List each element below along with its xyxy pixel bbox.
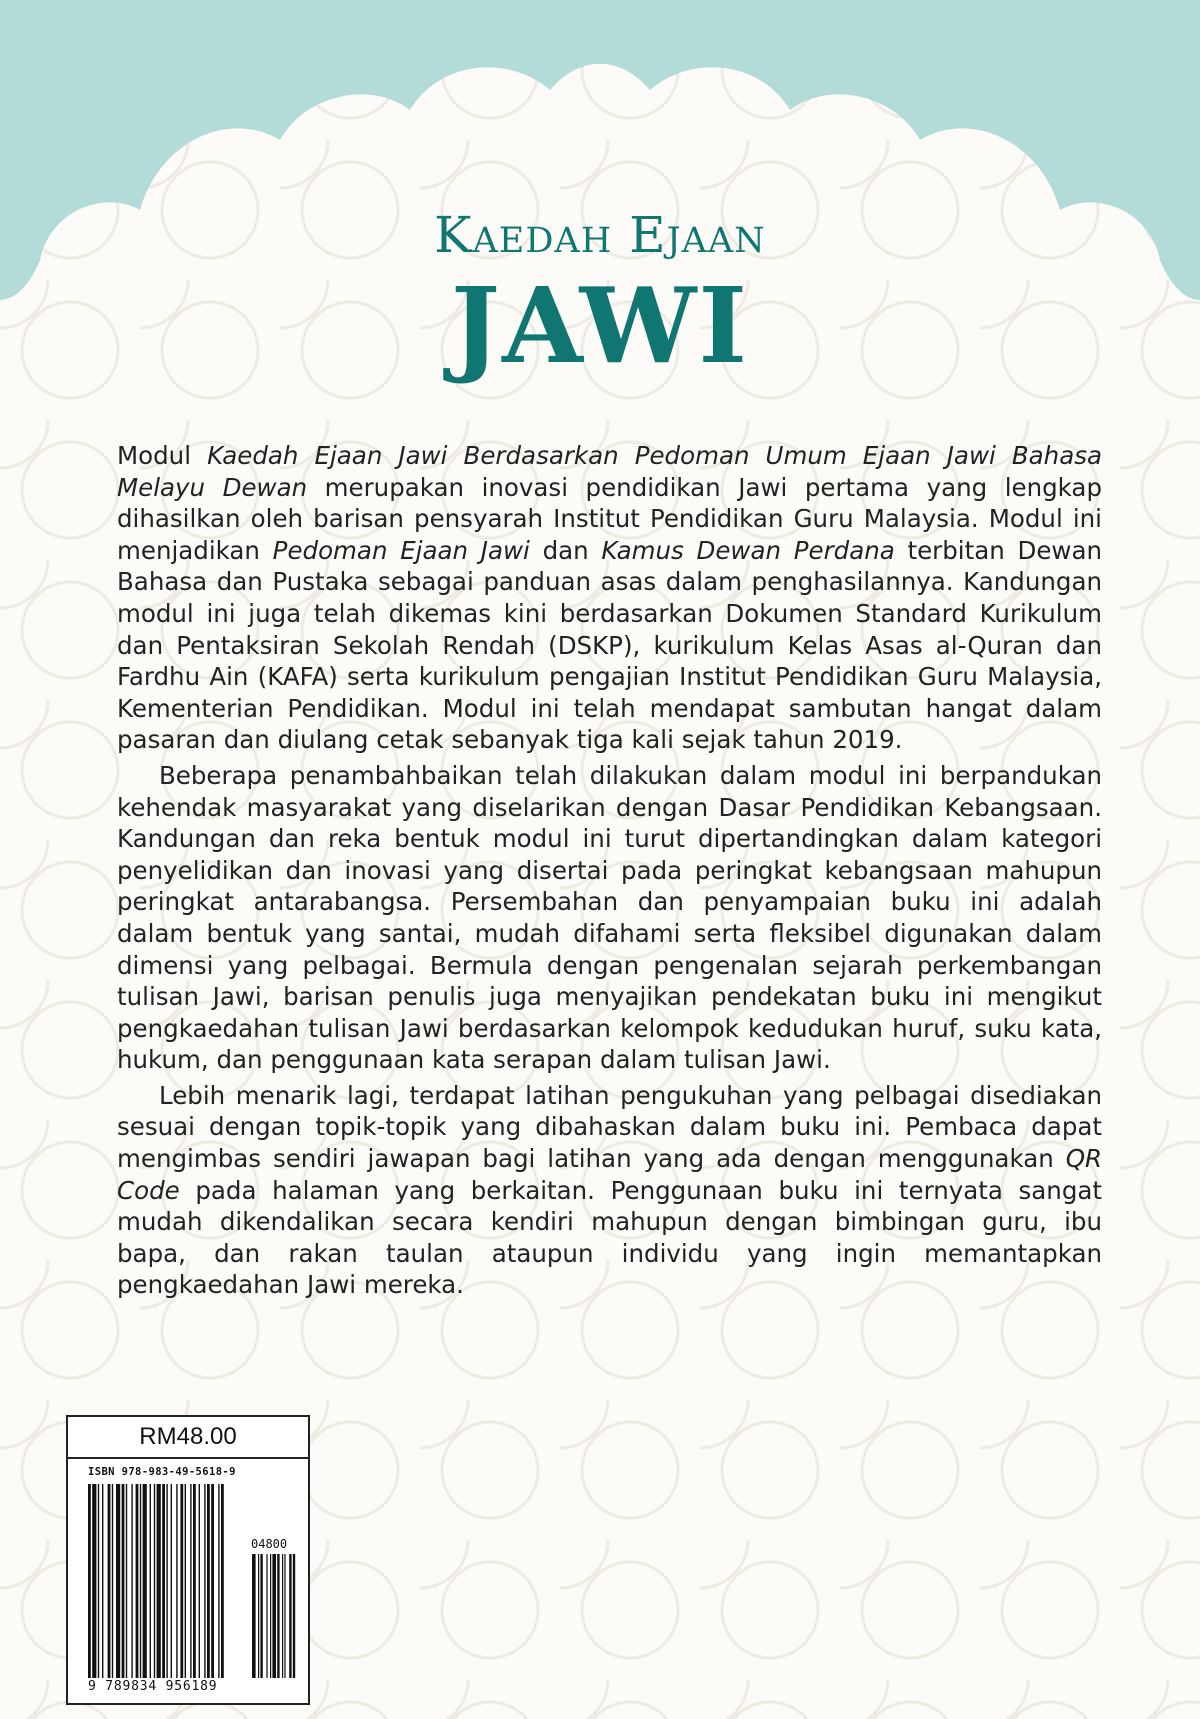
barcode-bar [176,1484,177,1678]
barcode-bar [180,1484,183,1678]
barcode-bar [218,1484,219,1678]
price-barcode-box [66,1415,310,1705]
barcode [88,1484,298,1678]
barcode-addon-bar [282,1554,283,1678]
barcode-bar [136,1484,139,1678]
ean-digits: 9 789834 956189 [88,1679,218,1694]
barcode-bar [112,1484,113,1678]
barcode-bar [185,1484,186,1678]
barcode-bar [108,1484,111,1678]
barcode-bar [126,1484,127,1678]
barcode-bar [190,1484,191,1678]
barcode-bar [140,1484,141,1678]
barcode-bar [131,1484,132,1678]
title-line-1: Kaedah Ejaan [434,206,766,264]
barcode-bar [150,1484,151,1678]
barcode-bar [166,1484,167,1678]
barcode-bar [88,1484,91,1678]
synopsis-paragraph-2: Beberapa penambahbaikan telah dilakukan dalam modul ini berpandukan kehendak masyarakat yang diselarikan dengan Dasar Pendidikan Kebangsaan. Kandungan dan reka bentuk modul ini turut dipertandingkan dalam kategori penyelidikan dan inovasi yang disertai pada peringkat kebangsaan mahupun peringkat antarabangsa. Persembahan dan penyampaian buku ini adalah dalam bentuk yang santai, mudah difahami serta fleksibel digunakan dalam dimensi yang pelbagai. Bermula dengan pengenalan sejarah perkembangan tulisan Jawi, barisan penulis juga menyajikan pendekatan buku ini mengikut pengkaedahan tulisan Jawi berdasarkan kelompok kedudukan huruf, suku kata, hukum, dan penggunaan kata serapan dalam tulisan Jawi. [117,760,1102,1075]
synopsis [117,440,1102,1301]
barcode-bar [157,1484,161,1678]
barcode-bar [207,1484,210,1678]
barcode-bar [193,1484,196,1678]
barcode-addon-digits: 04800 [251,1537,288,1551]
barcode-addon-bar [270,1554,271,1678]
barcode-bar [199,1484,200,1678]
barcode-bar [162,1484,165,1678]
barcode-bar [102,1484,103,1678]
barcode-bar [92,1484,96,1678]
barcode-bar [211,1484,214,1678]
barcode-addon-bar [258,1554,259,1678]
synopsis-paragraph-1: Modul Kaedah Ejaan Jawi Berdasarkan Pedoman Umum Ejaan Jawi Bahasa Melayu Dewan merupakan inovasi pendidikan Jawi pertama yang lengkap dihasilkan oleh barisan pensyarah Institut Pendidikan Guru Malaysia. Modul ini menjadikan Pedoman Ejaan Jawi dan Kamus Dewan Perdana terbitan Dewan Bahasa dan Pustaka sebagai panduan asas dalam penghasilannya. Kandungan modul ini juga telah dikemas kini berdasarkan Dokumen Standard Kurikulum dan Pentaksiran Sekolah Rendah (DSKP), kurikulum Kelas Asas al-Quran dan Fardhu Ain (KAFA) serta kurikulum pengajian Institut Pendidikan Guru Malaysia, Kementerian Pendidikan. Modul ini telah mendapat sambutan hangat dalam pasaran dan diulang cetak sebanyak tiga kali sejak tahun 2019. [117,441,1102,755]
isbn-label: ISBN 978-983-49-5618-9 [88,1466,236,1478]
book-title [0,205,1200,387]
barcode-addon-bar [252,1554,256,1678]
barcode-addon-bar [272,1554,276,1678]
title-line-2: JAWI [450,264,750,387]
barcode-addon-bar [266,1554,267,1678]
barcode-addon-bar [277,1554,279,1678]
barcode-bar [122,1484,125,1678]
barcode-bar [143,1484,147,1678]
barcode-bar [98,1484,99,1678]
barcode-bar [154,1484,155,1678]
barcode-bar [116,1484,120,1678]
barcode-bar [221,1484,224,1678]
barcode-bar [171,1484,172,1678]
price-label: RM48.00 [68,1417,308,1459]
barcode-addon-bar [284,1554,285,1678]
barcode-bar [204,1484,205,1678]
barcode-addon-bar [293,1554,295,1678]
barcode-addon-bar [260,1554,262,1678]
barcode-addon-bar [289,1554,291,1678]
synopsis-paragraph-3: Lebih menarik lagi, terdapat latihan pengukuhan yang pelbagai disediakan sesuai dengan topik-topik yang dibahaskan dalam buku ini. Pembaca dapat mengimbas sendiri jawapan bagi latihan yang ada dengan menggunakan QR Code pada halaman yang berkaitan. Penggunaan buku ini ternyata sangat mudah dikendalikan secara kendiri mahupun dengan bimbingan guru, ibu bapa, dan rakan taulan ataupun individu yang ingin memantapkan pengkaedahan Jawi mereka. [117,1080,1102,1300]
